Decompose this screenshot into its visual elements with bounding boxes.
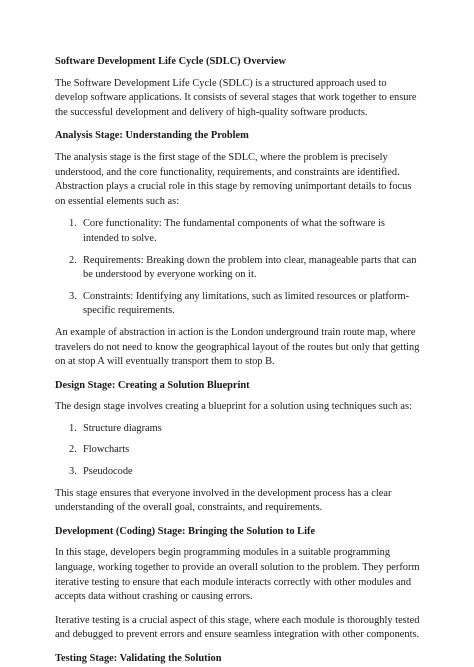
- list-item-text: Structure diagrams: [83, 422, 162, 434]
- list-number: 2.: [69, 254, 77, 266]
- development-heading: Development (Coding) Stage: Bringing the Solution to Life: [55, 525, 316, 537]
- list-item: [55, 422, 420, 437]
- list-item-text: Constraints: Identifying any limitations, such as limited resources or platform-specific requirements.: [83, 290, 410, 317]
- development-paragraph-2: Iterative testing is a crucial aspect of this stage, where each module is thoroughly tested and debugged to prevent errors and ensure seamless integration with other components.: [55, 614, 420, 641]
- list-number: 1.: [69, 422, 77, 434]
- design-intro-paragraph: The design stage involves creating a blueprint for a solution using techniques such as:: [55, 401, 412, 413]
- list-number: 2.: [69, 444, 77, 456]
- intro-paragraph: The Software Development Life Cycle (SDLC) is a structured approach used to develop software applications. It consists of several stages that work together to ensure the successful development and delivery of high-quality software products.: [55, 77, 417, 118]
- analysis-list: [55, 217, 420, 319]
- list-number: 3.: [69, 466, 77, 478]
- analysis-intro-paragraph: The analysis stage is the first stage of the SDLC, where the problem is precisely understood, and the core functionality, requirements, and constraints are identified. Abstraction plays a crucial role in this stage by removing unimportant details to focus on essential elements such as:: [55, 151, 412, 207]
- list-number: 1.: [69, 218, 77, 230]
- list-item-text: Pseudocode: [83, 466, 133, 478]
- list-item: [55, 254, 420, 283]
- development-paragraph-1: In this stage, developers begin programming modules in a suitable programming language, working together to provide an overall solution to the problem. They perform iterative testing to ensure that each module interacts correctly with other modules and accepts data without crashing or causing errors.: [55, 547, 420, 603]
- analysis-heading: Analysis Stage: Understanding the Problem: [55, 130, 249, 142]
- design-heading: Design Stage: Creating a Solution Blueprint: [55, 379, 250, 391]
- list-item-text: Flowcharts: [83, 444, 130, 456]
- list-item-text: Requirements: Breaking down the problem into clear, manageable parts that can be understood by everyone working on it.: [83, 254, 417, 281]
- list-number: 3.: [69, 290, 77, 302]
- list-item: [55, 290, 420, 319]
- document-title: Software Development Life Cycle (SDLC) Overview: [55, 56, 286, 67]
- design-outro-paragraph: This stage ensures that everyone involved in the development process has a clear understanding of the overall goal, constraints, and requirements.: [55, 487, 392, 514]
- abstraction-example-paragraph: An example of abstraction in action is the London underground train route map, where travelers do not need to know the geographical layout of the routes but only that getting on at stop A will eventually transport them to stop B.: [55, 326, 420, 368]
- list-item: [55, 443, 420, 458]
- testing-heading: Testing Stage: Validating the Solution: [55, 653, 222, 664]
- list-item-text: Core functionality: The fundamental components of what the software is intended to solve.: [83, 218, 385, 244]
- list-item: [55, 217, 420, 246]
- list-item: [55, 465, 420, 480]
- design-list: [55, 422, 420, 480]
